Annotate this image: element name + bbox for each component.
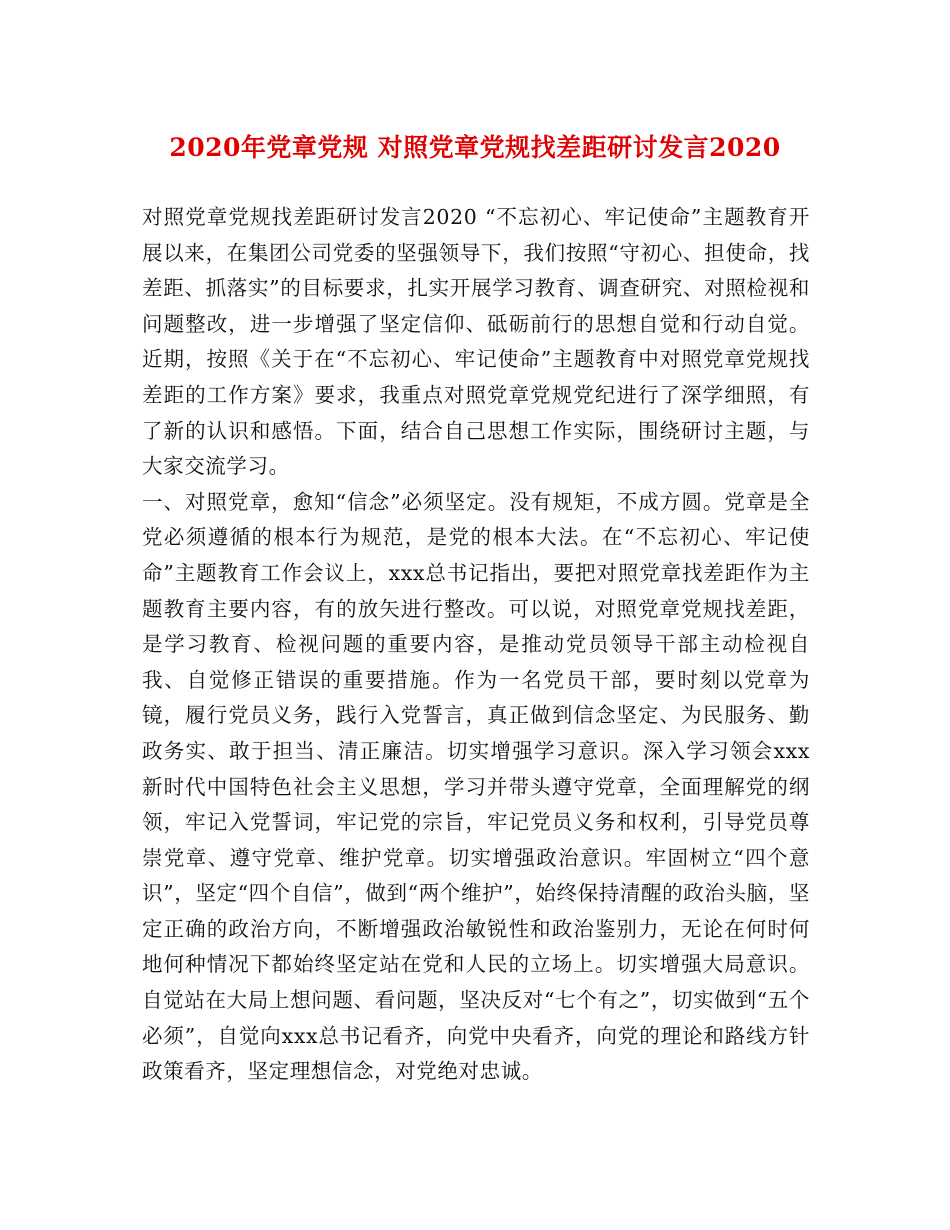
paragraph-intro: 对照党章党规找差距研讨发言2020 “不忘初心、牢记使命”主题教育开展以来，在集团公司党委的坚强领导下，我们按照“守初心、担使命，找差距、抓落实”的目标要求，扎实开展学习教育、调查研究、对照检视和问题整改，进一步增强了坚定信仰、砥砺前行的思想自觉和行动自觉。近期，按照《关于在“不忘初心、牢记使命”主题教育中对照党章党规找差距的工作方案》要求，我重点对照党章党规党纪进行了深学细照，有了新的认识和感悟。下面，结合自己思想工作实际，围绕研讨主题，与大家交流学习。	[142, 205, 810, 479]
document-title: 2020年党章党规 对照党章党规找差距研讨发言2020	[169, 133, 781, 162]
paragraph-section-one: 一、对照党章，愈知“信念”必须坚定。没有规矩，不成方圆。党章是全党必须遵循的根本行为规范，是党的根本大法。在“不忘初心、牢记使命”主题教育工作会议上，xxx总书记指出，要把对照党章找差距作为主题教育主要内容，有的放矢进行整改。可以说，对照党章党规找差距，是学习教育、检视问题的重要内容，是推动党员领导干部主动检视自我、自觉修正错误的重要措施。作为一名党员干部，要时刻以党章为镜，履行党员义务，践行入党誓言，真正做到信念坚定、为民服务、勤政务实、敢于担当、清正廉洁。切实增强学习意识。深入学习领会xxx新时代中国特色社会主义思想，学习并带头遵守党章，全面理解党的纲领，牢记入党誓词，牢记党的宗旨，牢记党员义务和权利，引导党员尊崇党章、遵守党章、维护党章。切实增强政治意识。牢固树立“四个意识”，坚定“四个自信”，做到“两个维护”，始终保持清醒的政治头脑，坚定正确的政治方向，不断增强政治敏锐性和政治鉴别力，无论在何时何地何种情况下都始终坚定站在党和人民的立场上。切实增强大局意识。自觉站在大局上想问题、看问题，坚决反对“七个有之”，切实做到“五个必须”，自觉向xxx总书记看齐，向党中央看齐，向党的理论和路线方针政策看齐，坚定理想信念，对党绝对忠诚。	[142, 489, 810, 1084]
document-body	[142, 200, 810, 1090]
